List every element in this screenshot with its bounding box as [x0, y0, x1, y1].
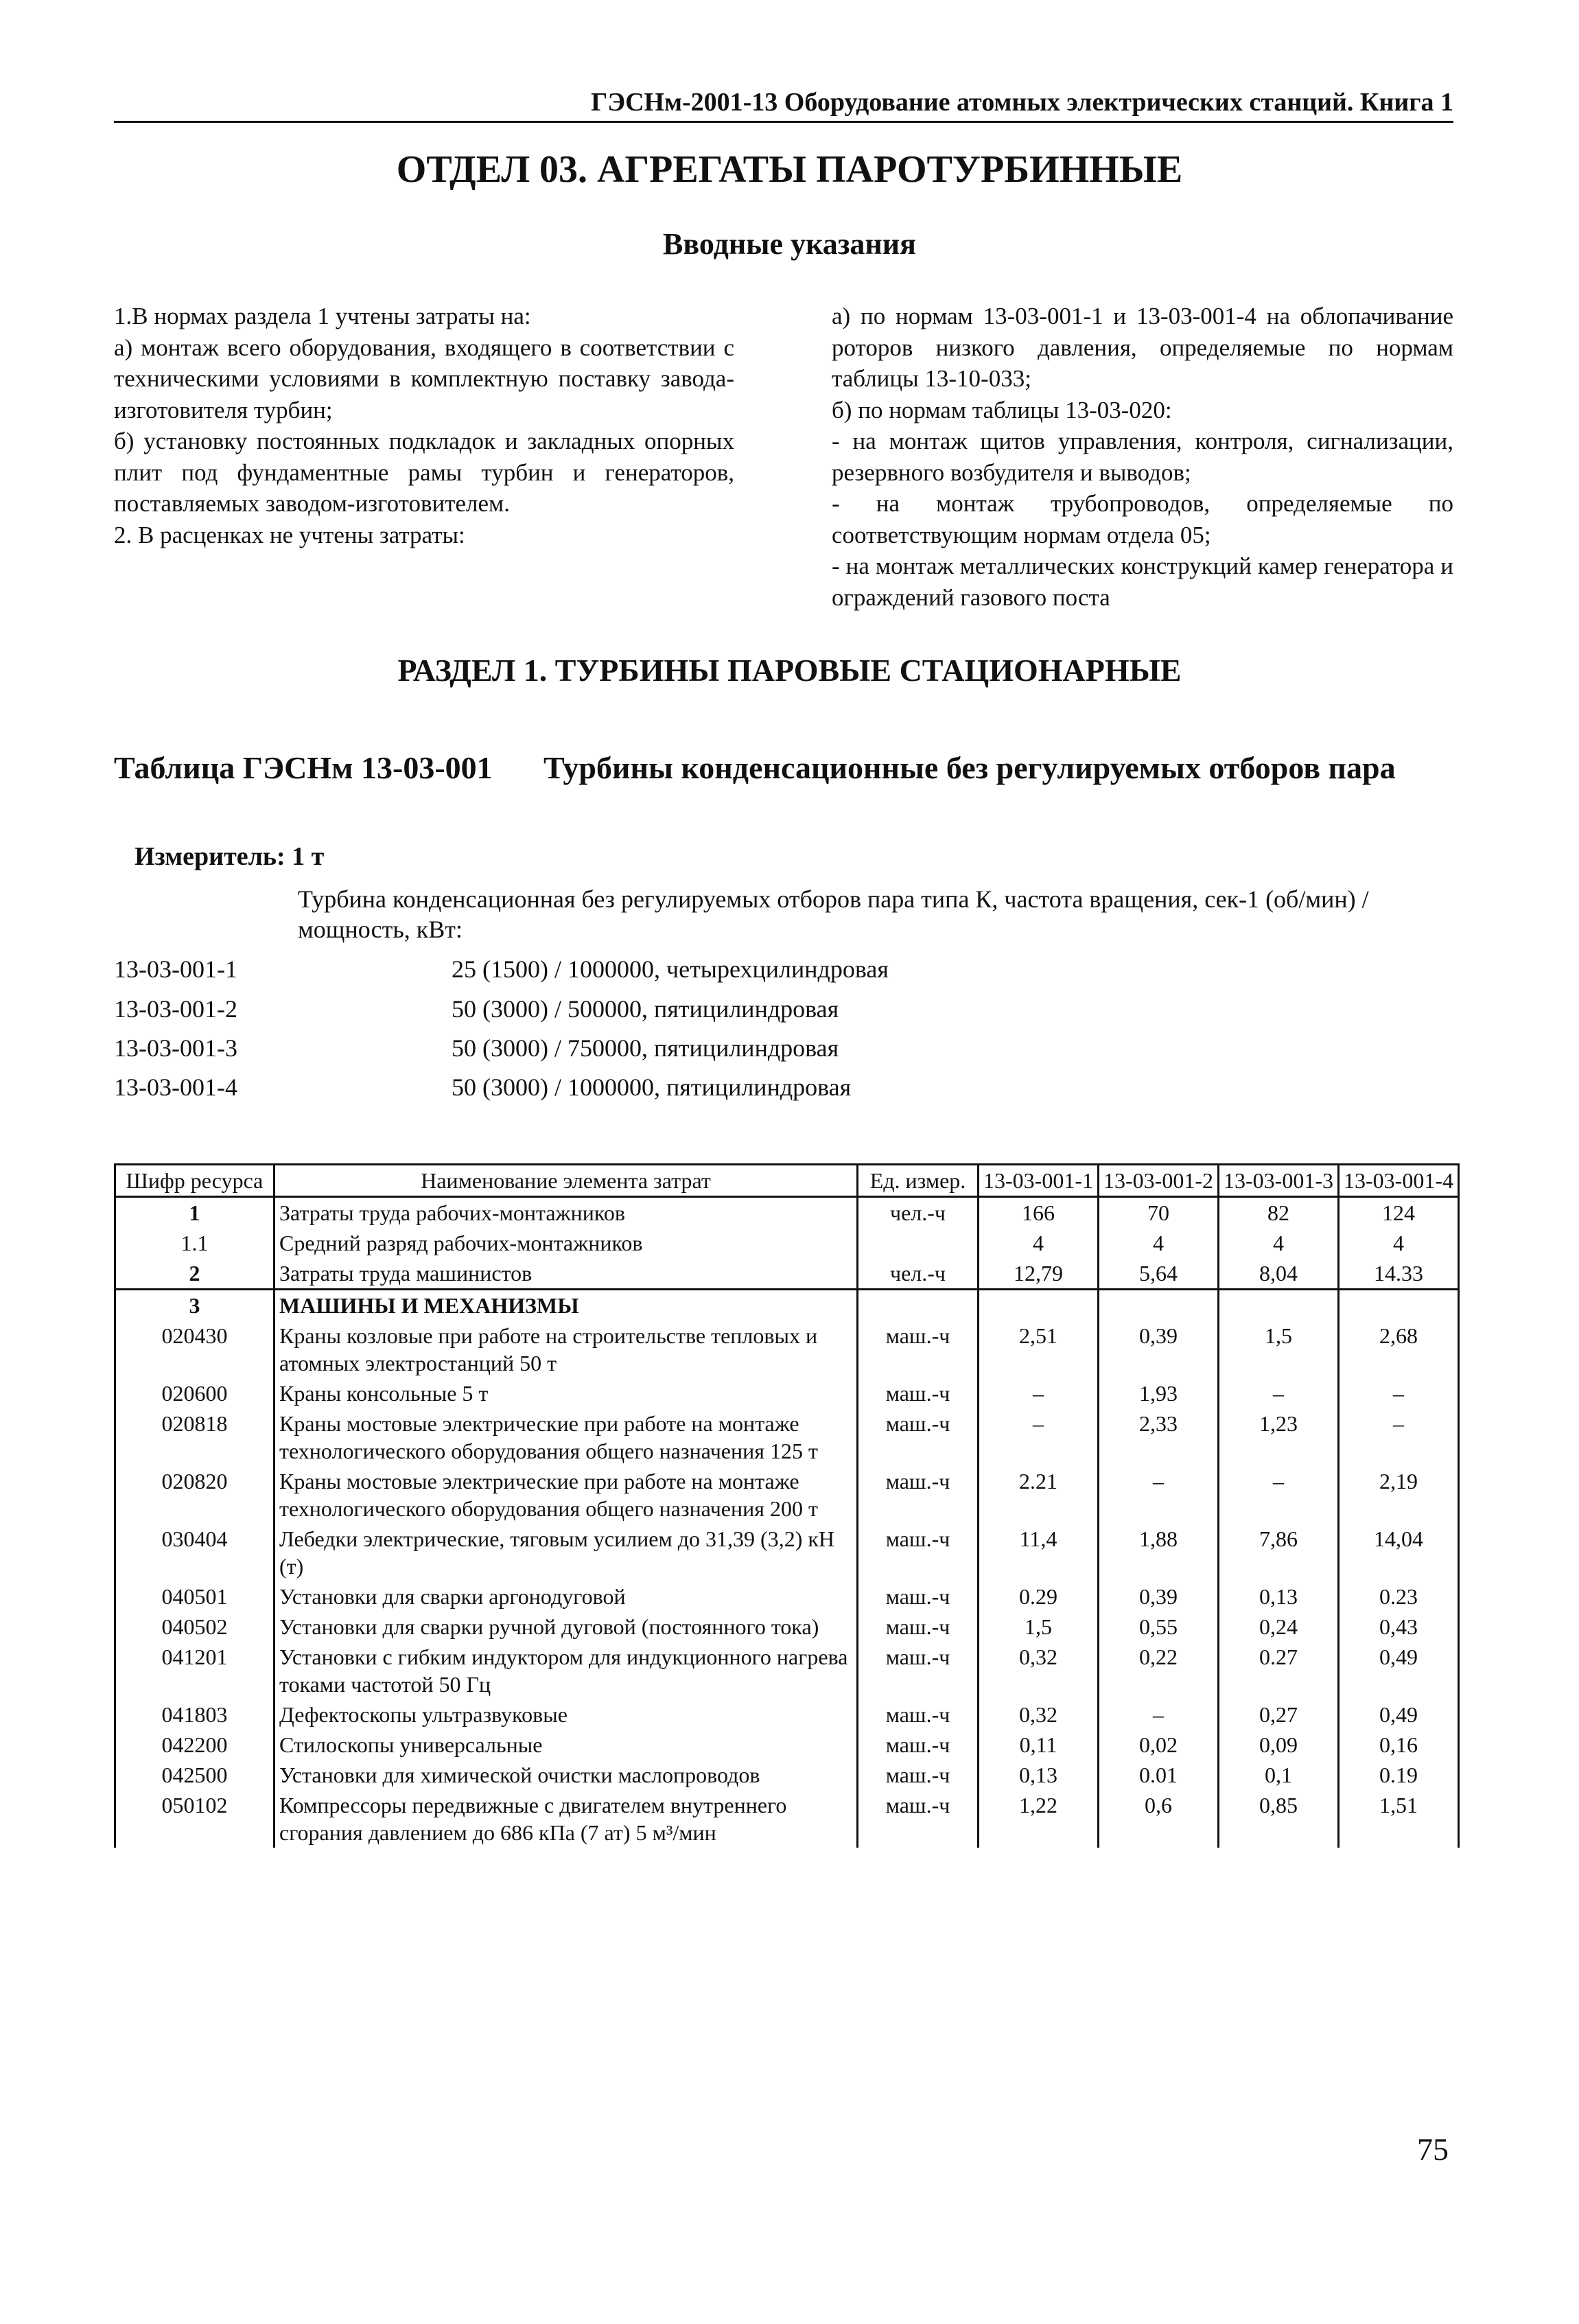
row-value-2: 0,02 — [1099, 1730, 1219, 1760]
turbine-description: Турбина конденсационная без регулируемых отборов пара типа К, частота вращения, сек-1 (об/мин) / мощность, кВт: — [298, 885, 1369, 943]
row-value-3: 0,24 — [1219, 1612, 1339, 1642]
row-value-2: 2,33 — [1099, 1408, 1219, 1466]
table-title-text: Турбины конденсационные без регулируемых отборов пара — [543, 750, 1396, 785]
row-code: 042500 — [115, 1760, 274, 1790]
row-value-4 — [1339, 1290, 1459, 1321]
row-value-1: 0,13 — [979, 1760, 1099, 1790]
header-norm-2: 13-03-001-2 — [1099, 1165, 1219, 1197]
header-norm-1: 13-03-001-1 — [979, 1165, 1099, 1197]
row-unit: маш.-ч — [858, 1321, 979, 1378]
row-value-3: 0,09 — [1219, 1730, 1339, 1760]
table-header-row — [115, 1165, 1459, 1197]
intro-paragraph: б) по нормам таблицы 13-03-020: — [832, 396, 1172, 423]
table-row — [115, 1524, 1459, 1581]
row-name: Краны мостовые электрические при работе на монтаже технологического оборудования общего назначения 200 т — [274, 1466, 858, 1524]
row-unit — [858, 1228, 979, 1258]
norm-text: 50 (3000) / 500000, пятицилиндровая — [452, 995, 839, 1023]
header-code: Шифр ресурса — [115, 1165, 274, 1197]
intro-paragraph: - на монтаж трубопроводов, определяемые по соответствующим нормам отдела 05; — [832, 490, 1453, 548]
row-code: 030404 — [115, 1524, 274, 1581]
row-value-4: 4 — [1339, 1228, 1459, 1258]
row-value-3: 8,04 — [1219, 1258, 1339, 1290]
row-unit: маш.-ч — [858, 1790, 979, 1848]
table-row — [115, 1581, 1459, 1612]
row-name: Установки для сварки ручной дуговой (постоянного тока) — [274, 1612, 858, 1642]
row-value-2: 1,93 — [1099, 1378, 1219, 1408]
row-name: Краны мостовые электрические при работе на монтаже технологического оборудования общего назначения 125 т — [274, 1408, 858, 1466]
table-row — [115, 1466, 1459, 1524]
row-code: 042200 — [115, 1730, 274, 1760]
row-value-2: 0,22 — [1099, 1642, 1219, 1699]
row-code: 1 — [115, 1197, 274, 1229]
row-value-1: 0.29 — [979, 1581, 1099, 1612]
row-value-3: 82 — [1219, 1197, 1339, 1229]
row-value-4: – — [1339, 1378, 1459, 1408]
row-code: 040502 — [115, 1612, 274, 1642]
row-unit: маш.-ч — [858, 1612, 979, 1642]
row-name: Краны козловые при работе на строительстве тепловых и атомных электростанций 50 т — [274, 1321, 858, 1378]
row-value-4: 0.23 — [1339, 1581, 1459, 1612]
row-unit: чел.-ч — [858, 1258, 979, 1290]
row-code: 3 — [115, 1290, 274, 1321]
table-row — [115, 1699, 1459, 1730]
row-name: Средний разряд рабочих-монтажников — [274, 1228, 858, 1258]
row-value-4: 0,49 — [1339, 1699, 1459, 1730]
row-name: Установки с гибким индуктором для индукционного нагрева токами частотой 50 Гц — [274, 1642, 858, 1699]
table-title-label: Таблица ГЭСНм 13-03-001 — [114, 750, 493, 785]
row-unit: маш.-ч — [858, 1581, 979, 1612]
row-value-2: 0.01 — [1099, 1760, 1219, 1790]
row-value-1: 12,79 — [979, 1258, 1099, 1290]
intro-paragraph: б) установку постоянных подкладок и закладных опорных плит под фундаментные рамы турбин и генераторов, поставляемых заводом-изготовителем. — [114, 428, 734, 517]
norm-text: 25 (1500) / 1000000, четырехцилиндровая — [452, 955, 889, 983]
row-unit: чел.-ч — [858, 1197, 979, 1229]
row-value-4: 2,68 — [1339, 1321, 1459, 1378]
norm-item — [114, 1072, 851, 1102]
row-value-1 — [979, 1290, 1099, 1321]
intro-heading: Вводные указания — [663, 227, 916, 261]
row-name: МАШИНЫ И МЕХАНИЗМЫ — [274, 1290, 858, 1321]
intro-paragraph: а) по нормам 13-03-001-1 и 13-03-001-4 на облопачивание роторов низкого давления, определяемые по нормам таблицы 13-10-033; — [832, 303, 1453, 392]
row-code: 020818 — [115, 1408, 274, 1466]
intro-paragraph: - на монтаж щитов управления, контроля, сигнализации, резервного возбудителя и выводов; — [832, 428, 1453, 486]
row-value-4: 124 — [1339, 1197, 1459, 1229]
table-row — [115, 1642, 1459, 1699]
row-code: 041803 — [115, 1699, 274, 1730]
row-value-3: 0,85 — [1219, 1790, 1339, 1848]
row-value-3: 0.27 — [1219, 1642, 1339, 1699]
row-unit: маш.-ч — [858, 1642, 979, 1699]
header-norm-4: 13-03-001-4 — [1339, 1165, 1459, 1197]
row-name: Установки для химической очистки маслопроводов — [274, 1760, 858, 1790]
row-value-3: 1,5 — [1219, 1321, 1339, 1378]
row-value-1: 11,4 — [979, 1524, 1099, 1581]
row-value-4: 0,16 — [1339, 1730, 1459, 1760]
row-value-4: 2,19 — [1339, 1466, 1459, 1524]
norm-code: 13-03-001-2 — [114, 995, 237, 1023]
row-value-1: 0,32 — [979, 1699, 1099, 1730]
row-value-1: – — [979, 1378, 1099, 1408]
norm-item — [114, 954, 889, 984]
header-name: Наименование элемента затрат — [274, 1165, 858, 1197]
row-value-2: – — [1099, 1466, 1219, 1524]
row-value-1: 4 — [979, 1228, 1099, 1258]
intro-paragraph: 2. В расценках не учтены затраты: — [114, 521, 465, 548]
row-value-3: 4 — [1219, 1228, 1339, 1258]
row-value-1: 1,5 — [979, 1612, 1099, 1642]
row-name: Компрессоры передвижные с двигателем внутреннего сгорания давлением до 686 кПа (7 ат) 5 м³/мин — [274, 1790, 858, 1848]
intro-right-column — [832, 301, 1453, 613]
norm-text: 50 (3000) / 750000, пятицилиндровая — [452, 1034, 839, 1062]
row-value-4: 0.19 — [1339, 1760, 1459, 1790]
row-value-1: 0,11 — [979, 1730, 1099, 1760]
table-row — [115, 1408, 1459, 1466]
row-value-3: – — [1219, 1466, 1339, 1524]
row-unit: маш.-ч — [858, 1760, 979, 1790]
intro-left-column — [114, 301, 734, 550]
row-unit: маш.-ч — [858, 1408, 979, 1466]
row-value-3: 0,1 — [1219, 1760, 1339, 1790]
row-value-4: 0,43 — [1339, 1612, 1459, 1642]
row-value-2: 70 — [1099, 1197, 1219, 1229]
row-value-2: 0,39 — [1099, 1581, 1219, 1612]
table-row — [115, 1197, 1459, 1229]
row-value-2: 5,64 — [1099, 1258, 1219, 1290]
row-code: 020600 — [115, 1378, 274, 1408]
table-row — [115, 1258, 1459, 1290]
table-row — [115, 1612, 1459, 1642]
table-row — [115, 1790, 1459, 1848]
row-code: 1.1 — [115, 1228, 274, 1258]
row-name: Стилоскопы универсальные — [274, 1730, 858, 1760]
row-value-1: 1,22 — [979, 1790, 1099, 1848]
table-row — [115, 1730, 1459, 1760]
running-header: ГЭСНм-2001-13 Оборудование атомных электрических станций. Книга 1 — [114, 84, 1453, 123]
row-value-1: 0,32 — [979, 1642, 1099, 1699]
row-value-1: 2.21 — [979, 1466, 1099, 1524]
intro-paragraph: а) монтаж всего оборудования, входящего в соответствии с техническими условиями в комплектную поставку завода-изготовителя турбин; — [114, 334, 734, 423]
row-value-2: – — [1099, 1699, 1219, 1730]
row-value-2: 1,88 — [1099, 1524, 1219, 1581]
row-unit: маш.-ч — [858, 1524, 979, 1581]
row-unit: маш.-ч — [858, 1466, 979, 1524]
row-value-4: 14.33 — [1339, 1258, 1459, 1290]
row-value-3 — [1219, 1290, 1339, 1321]
row-value-3: 7,86 — [1219, 1524, 1339, 1581]
measure-unit: Измеритель: 1 т — [134, 842, 325, 871]
subsection-title: РАЗДЕЛ 1. ТУРБИНЫ ПАРОВЫЕ СТАЦИОНАРНЫЕ — [397, 653, 1182, 688]
row-code: 041201 — [115, 1642, 274, 1699]
row-unit: маш.-ч — [858, 1730, 979, 1760]
row-code: 020430 — [115, 1321, 274, 1378]
table-row — [115, 1228, 1459, 1258]
row-unit: маш.-ч — [858, 1699, 979, 1730]
row-code: 040501 — [115, 1581, 274, 1612]
norm-item — [114, 1033, 839, 1063]
table-body — [115, 1197, 1459, 1848]
row-name: Краны консольные 5 т — [274, 1378, 858, 1408]
row-name: Установки для сварки аргонодуговой — [274, 1581, 858, 1612]
table-row — [115, 1378, 1459, 1408]
norm-code: 13-03-001-3 — [114, 1034, 237, 1062]
resource-table — [114, 1163, 1460, 1848]
row-value-3: 0,13 — [1219, 1581, 1339, 1612]
row-value-2: 0,6 — [1099, 1790, 1219, 1848]
intro-paragraph: - на монтаж металлических конструкций камер генератора и ограждений газового поста — [832, 553, 1453, 611]
table-row — [115, 1321, 1459, 1378]
norm-item — [114, 994, 839, 1024]
row-value-3: 1,23 — [1219, 1408, 1339, 1466]
row-value-4: 14,04 — [1339, 1524, 1459, 1581]
row-value-2 — [1099, 1290, 1219, 1321]
row-value-4: – — [1339, 1408, 1459, 1466]
row-value-4: 1,51 — [1339, 1790, 1459, 1848]
row-value-4: 0,49 — [1339, 1642, 1459, 1699]
row-name: Затраты труда машинистов — [274, 1258, 858, 1290]
norm-code: 13-03-001-1 — [114, 955, 237, 983]
intro-paragraph: 1.В нормах раздела 1 учтены затраты на: — [114, 303, 531, 329]
header-unit: Ед. измер. — [858, 1165, 979, 1197]
row-value-3: – — [1219, 1378, 1339, 1408]
row-unit — [858, 1290, 979, 1321]
row-code: 020820 — [115, 1466, 274, 1524]
row-value-2: 0,39 — [1099, 1321, 1219, 1378]
row-value-1: 2,51 — [979, 1321, 1099, 1378]
row-name: Затраты труда рабочих-монтажников — [274, 1197, 858, 1229]
table-row — [115, 1760, 1459, 1790]
norm-text: 50 (3000) / 1000000, пятицилиндровая — [452, 1073, 852, 1101]
table-row — [115, 1290, 1459, 1321]
row-name: Лебедки электрические, тяговым усилием до 31,39 (3,2) кН (т) — [274, 1524, 858, 1581]
row-unit: маш.-ч — [858, 1378, 979, 1408]
page-number: 75 — [1417, 2132, 1449, 2167]
row-value-2: 0,55 — [1099, 1612, 1219, 1642]
norm-code: 13-03-001-4 — [114, 1073, 237, 1101]
row-value-3: 0,27 — [1219, 1699, 1339, 1730]
header-norm-3: 13-03-001-3 — [1219, 1165, 1339, 1197]
row-value-1: 166 — [979, 1197, 1099, 1229]
row-value-2: 4 — [1099, 1228, 1219, 1258]
section-title: ОТДЕЛ 03. АГРЕГАТЫ ПАРОТУРБИННЫЕ — [396, 148, 1183, 191]
row-code: 050102 — [115, 1790, 274, 1848]
row-name: Дефектоскопы ультразвуковые — [274, 1699, 858, 1730]
row-code: 2 — [115, 1258, 274, 1290]
row-value-1: – — [979, 1408, 1099, 1466]
